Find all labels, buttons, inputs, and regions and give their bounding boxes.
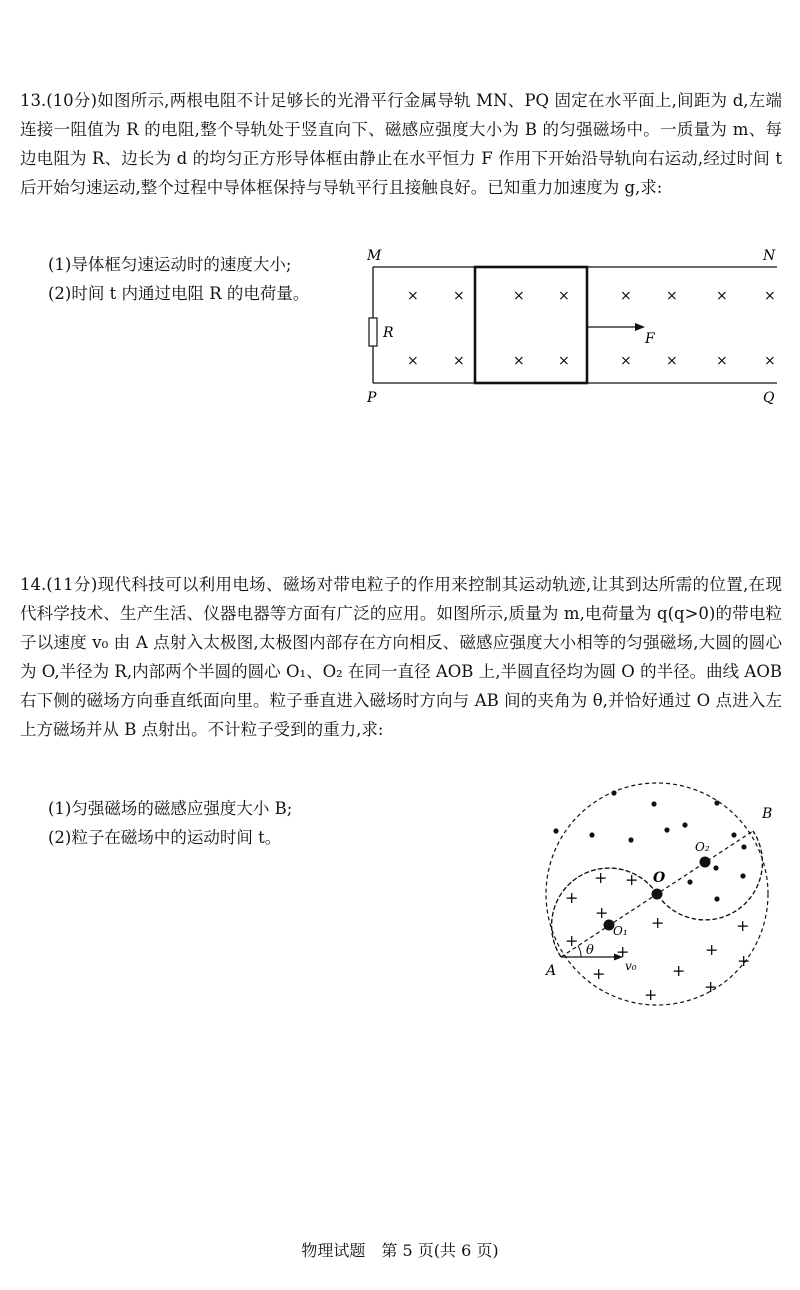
page-footer: 物理试题 第 5 页(共 6 页) [301, 1241, 499, 1260]
label-N: N [763, 248, 776, 264]
q14-text-block [20, 570, 782, 744]
label-O2: O₂ [695, 840, 710, 854]
field-cross: × [513, 353, 525, 369]
field-plus: + [704, 977, 718, 996]
field-cross: × [558, 288, 570, 304]
field-cross: × [453, 353, 465, 369]
label-P: P [367, 390, 377, 406]
q14-subquestions [48, 794, 292, 852]
field-cross: × [407, 353, 419, 369]
field-crosses [407, 288, 776, 369]
field-dot [611, 790, 616, 795]
label-M: M [367, 248, 382, 264]
field-plus: + [644, 985, 658, 1004]
field-cross: × [558, 353, 570, 369]
q14-sub2: (2)粒子在磁场中的运动时间 t。 [48, 828, 282, 847]
label-R: R [383, 325, 394, 341]
field-plus: + [565, 931, 579, 950]
field-cross: × [407, 288, 419, 304]
field-plus: + [705, 940, 719, 959]
field-plus: + [737, 951, 751, 970]
field-dot [553, 828, 558, 833]
resistor [369, 318, 377, 346]
field-plus: + [565, 888, 579, 907]
label-O: O [653, 870, 666, 886]
q13-sub2: (2)时间 t 内通过电阻 R 的电荷量。 [48, 284, 310, 303]
field-dot [628, 837, 633, 842]
label-F: F [645, 331, 655, 347]
field-plus: + [736, 916, 750, 935]
field-dot [731, 832, 736, 837]
field-dot [682, 822, 687, 827]
field-plus: + [616, 942, 630, 961]
square-frame [475, 267, 587, 383]
field-plus: + [672, 961, 686, 980]
field-cross: × [620, 288, 632, 304]
field-cross: × [764, 288, 776, 304]
q14-stem: 14.(11分)现代科技可以利用电场、磁场对带电粒子的作用来控制其运动轨迹,让其到达所需的位置,在现代科学技术、生产生活、仪器电器等方面有广泛的应用。如图所示,质量为 m,电荷量为 q(q>0)的带电粒子以速度 v₀ 由 A 点射入太极图,太极图内部存在方向相反、磁感应强度大小相等的匀强磁场,大圆的圆心为 O,半径为 R,内部两个半圆的圆心 O₁、O₂ 在同一直径 AOB 上,半圆直径均为圆 O 的半径。曲线 AOB 右下侧的磁场方向垂直纸面向里。粒子垂直进入磁场时方向与 AB 间的夹角为 θ,并恰好通过 O 点进入左上方磁场并从 B 点射出。不计粒子受到的重力,求: [20, 575, 782, 739]
field-dot [740, 873, 745, 878]
field-dot [714, 800, 719, 805]
field-dot [714, 896, 719, 901]
field-cross: × [666, 288, 678, 304]
label-B: B [762, 806, 773, 822]
field-cross: × [666, 353, 678, 369]
field-dot [687, 879, 692, 884]
field-plus: + [592, 964, 606, 983]
field-cross: × [764, 353, 776, 369]
label-O1: O₁ [613, 924, 628, 938]
q13-text-block [20, 86, 782, 202]
center-O [652, 889, 663, 900]
field-plus: + [595, 903, 609, 922]
field-dot [664, 827, 669, 832]
q14-taiji-figure [530, 768, 790, 1028]
field-cross: × [453, 288, 465, 304]
field-dot [651, 801, 656, 806]
label-v0: v₀ [625, 959, 637, 973]
field-cross: × [513, 288, 525, 304]
field-plus: + [594, 868, 608, 887]
field-plus: + [651, 913, 665, 932]
field-cross: × [620, 353, 632, 369]
field-dot [713, 865, 718, 870]
field-dot [741, 844, 746, 849]
s-curve-upper-arc [657, 831, 762, 920]
q14-sub1: (1)匀强磁场的磁感应强度大小 B; [48, 799, 293, 818]
field-cross: × [716, 288, 728, 304]
field-dot [589, 832, 594, 837]
q13-sub1: (1)导体框匀速运动时的速度大小; [48, 255, 292, 274]
field-plus: + [625, 870, 639, 889]
label-theta: θ [586, 943, 594, 958]
q13-stem: 13.(10分)如图所示,两根电阻不计足够长的光滑平行金属导轨 MN、PQ 固定在水平面上,间距为 d,左端连接一阻值为 R 的电阻,整个导轨处于竖直向下、磁感应强度大小为 B 的匀强磁场中。一质量为 m、每边电阻为 R、边长为 d 的均匀正方形导体框由静止在水平恒力 F 作用下开始沿导轨向右运动,经过时间 t 后开始匀速运动,整个过程中导体框保持与导轨平行且接触良好。已知重力加速度为 g,求: [20, 91, 782, 197]
angle-arc [578, 946, 581, 957]
field-cross: × [716, 353, 728, 369]
q13-figure [355, 240, 785, 415]
center-O2 [700, 857, 711, 868]
q13-subquestions [48, 250, 309, 308]
label-Q: Q [763, 390, 775, 406]
label-A: A [546, 963, 557, 979]
